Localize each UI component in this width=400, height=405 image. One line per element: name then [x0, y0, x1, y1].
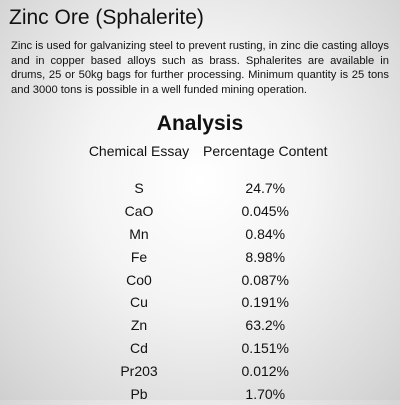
percentage-cell: 0.151% — [241, 339, 289, 356]
chemical-cell: Co0 — [126, 271, 152, 288]
column-header-percentage-content: Percentage Content — [203, 143, 328, 159]
column-header-chemical-essay: Chemical Essay — [88, 143, 190, 159]
chemical-cell: S — [134, 180, 144, 197]
chemical-cell: Mn — [129, 225, 149, 242]
product-description: Zinc is used for galvanizing steel to prevent rusting, in zinc die casting alloys and in copper based alloys such as brass. Sphalerites are available in drums, 25 or 50kg bags for further processing. Minimum quantity is 25 tons and 3000 tons is possible in a well funded mining operation. — [11, 40, 389, 96]
percentage-cell: 0.84% — [245, 225, 286, 242]
percentage-cell: 8.98% — [245, 248, 286, 265]
chemical-cell: CaO — [124, 203, 154, 220]
table-row — [80, 359, 333, 382]
percentage-cell: 0.087% — [241, 271, 289, 288]
chemical-cell: Cd — [130, 339, 148, 356]
percentage-cell: 0.012% — [241, 362, 289, 379]
table-row — [80, 200, 333, 223]
chemical-cell: Pr203 — [120, 362, 158, 379]
percentage-cell: 0.191% — [241, 294, 289, 311]
table-row — [80, 245, 333, 268]
analysis-heading: Analysis — [156, 112, 244, 135]
table-row — [80, 223, 333, 246]
chemical-cell: Cu — [130, 294, 148, 311]
table-row — [80, 314, 333, 337]
table-row — [80, 382, 333, 405]
percentage-cell: 1.70% — [245, 385, 286, 402]
table-row — [80, 177, 333, 200]
chemical-cell: Pb — [130, 385, 148, 402]
chemical-cell: Fe — [130, 248, 148, 265]
page-title: Zinc Ore (Sphalerite) — [9, 6, 204, 29]
header-spacer — [80, 162, 333, 177]
chemical-cell: Zn — [130, 317, 148, 334]
percentage-cell: 63.2% — [245, 317, 286, 334]
table-row — [80, 337, 333, 360]
percentage-cell: 0.045% — [241, 203, 289, 220]
analysis-header-row — [80, 140, 333, 162]
percentage-cell: 24.7% — [245, 180, 286, 197]
table-row — [80, 268, 333, 291]
analysis-table — [80, 140, 333, 405]
table-row — [80, 291, 333, 314]
